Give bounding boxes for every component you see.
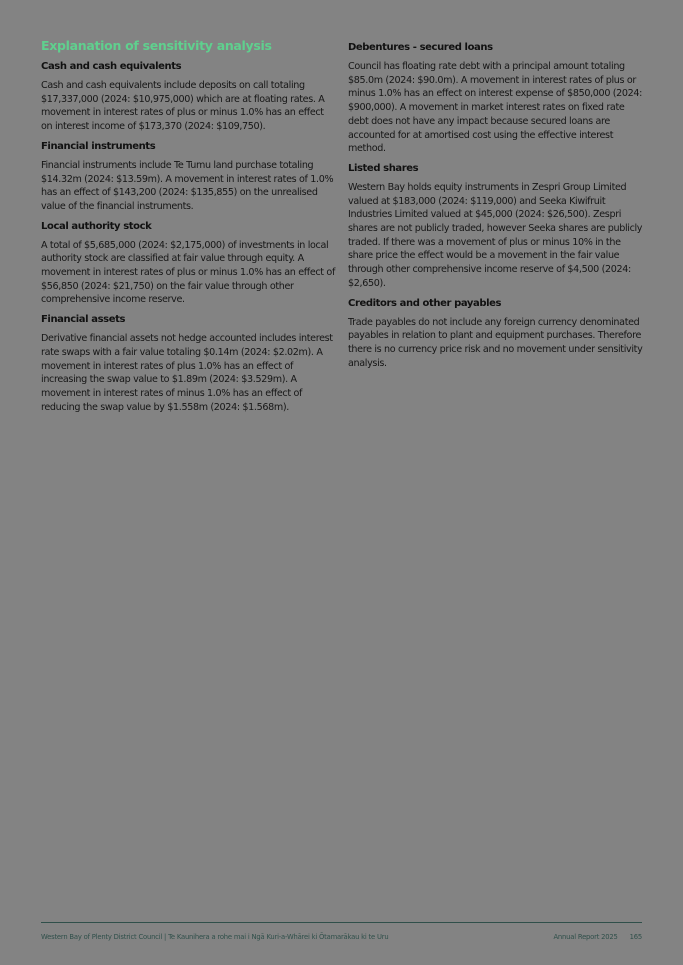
page-title: Explanation of sensitivity analysis (41, 38, 272, 53)
section-local-authority-stock (41, 220, 337, 308)
footer-right (543, 933, 642, 941)
section-text: Cash and cash equivalents include deposits on call totaling $17,337,000 (2024: $10,975,000) which are at floating rates. A movement in interest rates of plus or minus 1.0% has an effect on interest income of $173,370 (2024: $109,750). (41, 80, 325, 133)
section-heading: Debentures - secured loans (348, 42, 493, 53)
section-heading: Financial assets (41, 314, 126, 326)
section-creditors-payables (348, 297, 646, 371)
section-text: Western Bay holds equity instruments in Zespri Group Limited valued at $183,000 (2024: $119,000) and Seeka Kiwifruit Industries Limited valued at $45,000 (2024: $26,500). Zespri shares are not publicly traded, however Seeka shares are publicly traded. If there was a movement of plus or minus 10% in the share price the effect would be a movement in the fair value through other comprehensive income reserve of $4,500 (2024: $2,650). (348, 181, 643, 289)
section-financial-instruments (41, 140, 337, 214)
section-text: Council has floating rate debt with a principal amount totaling $85.0m (2024: $90.0m). A movement in interest rates of plus or minus 1.0% has an effect on interest expense of $850,000 (2024: $900,000). A movement in market interest rates on fixed rate debt does not have any impact because secured loans are accounted for at amortised cost using the effective interest method. (348, 61, 643, 155)
section-heading: Financial instruments (41, 140, 156, 152)
footer-report-title: Annual Report 2025 (553, 933, 618, 941)
section-debentures (348, 41, 646, 156)
page-footer (41, 933, 642, 941)
section-heading: Listed shares (348, 162, 419, 174)
section-heading: Creditors and other payables (348, 297, 502, 309)
left-column (41, 38, 337, 420)
section-heading: Cash and cash equivalents (41, 61, 182, 72)
section-financial-assets (41, 313, 337, 414)
section-text: Derivative financial assets not hedge accounted includes interest rate swaps with a fair value totaling $0.14m (2024: $2.02m). A movement in interest rates of plus 1.0% has an effect of increasing the swap value to $1.89m (2024: $3.529m). A movement in interest rates of minus 1.0% has an effect of reducing the swap value by $1.558m (2024: $1.568m). (41, 333, 333, 413)
section-listed-shares (348, 162, 646, 291)
footer-organisation: Western Bay of Plenty District Council | Te Kaunihera a rohe mai i Ngā Kuri-a-Whārei ki Ōtamarākau ki te Uru (41, 933, 389, 941)
section-text: A total of $5,685,000 (2024: $2,175,000) of investments in local authority stock are classified at fair value through equity. A movement in interest rates of plus or minus 1.0% has an effect of $56,850 (2024: $21,750) on the fair value through other comprehensive income reserve. (41, 239, 335, 306)
page-number: 165 (629, 933, 642, 941)
right-column (348, 38, 646, 376)
section-text: Financial instruments include Te Tumu land purchase totaling $14.32m (2024: $13.59m). A movement in interest rates of 1.0% has an effect of $143,200 (2024: $135,855) on the unrealised value of the financial instruments. (41, 159, 334, 212)
section-cash-equivalents (41, 60, 337, 134)
footer-divider (41, 922, 642, 923)
section-heading: Local authority stock (41, 220, 152, 232)
section-text: Trade payables do not include any foreign currency denominated payables in relation to plant and equipment purchases. Therefore there is no currency price risk and no movement under sensitivity analysis. (348, 316, 643, 369)
